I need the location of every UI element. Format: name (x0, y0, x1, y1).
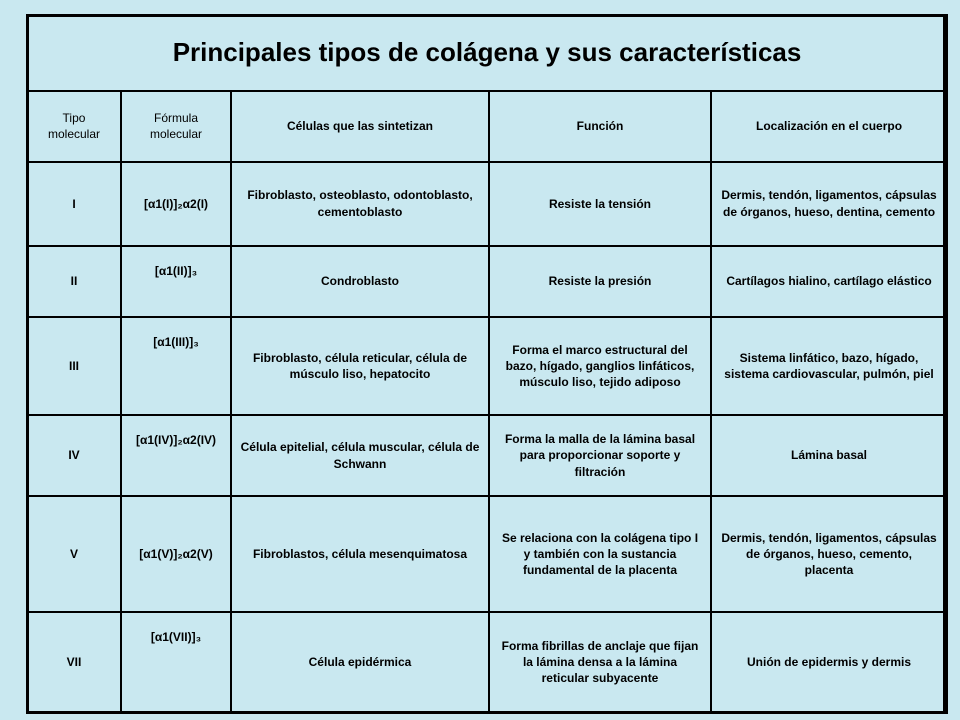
cell-funcion: Se relaciona con la colágena tipo I y también con la sustancia fundamental de la placenta (489, 496, 711, 611)
cell-tipo: V (27, 496, 121, 611)
cell-formula: [α1(I)]₂α2(I) (121, 162, 231, 246)
cell-formula: [α1(V)]₂α2(V) (121, 496, 231, 611)
header-localizacion: Localización en el cuerpo (711, 91, 947, 162)
cell-celulas: Célula epitelial, célula muscular, célula de Schwann (231, 415, 489, 497)
header-formula: Fórmula molecular (121, 91, 231, 162)
cell-localizacion: Cartílagos hialino, cartílago elástico (711, 246, 947, 318)
collagen-table (26, 14, 948, 714)
table-row (27, 246, 947, 318)
cell-celulas: Condroblasto (231, 246, 489, 318)
cell-localizacion: Unión de epidermis y dermis (711, 612, 947, 713)
cell-celulas: Fibroblasto, célula reticular, célula de músculo liso, hepatocito (231, 317, 489, 414)
cell-funcion: Forma la malla de la lámina basal para proporcionar soporte y filtración (489, 415, 711, 497)
cell-tipo: VII (27, 612, 121, 713)
cell-tipo: IV (27, 415, 121, 497)
cell-funcion: Forma fibrillas de anclaje que fijan la lámina densa a la lámina reticular subyacente (489, 612, 711, 713)
page-title: Principales tipos de colágena y sus características (27, 15, 947, 91)
cell-formula: [α1(III)]₃ (121, 317, 231, 414)
cell-localizacion: Dermis, tendón, ligamentos, cápsulas de órganos, hueso, cemento, placenta (711, 496, 947, 611)
cell-funcion: Resiste la tensión (489, 162, 711, 246)
cell-funcion: Forma el marco estructural del bazo, hígado, ganglios linfáticos, músculo liso, tejido adiposo (489, 317, 711, 414)
cell-celulas: Fibroblasto, osteoblasto, odontoblasto, cementoblasto (231, 162, 489, 246)
cell-formula: [α1(VII)]₃ (121, 612, 231, 713)
cell-tipo: III (27, 317, 121, 414)
table-row (27, 415, 947, 497)
cell-formula: [α1(IV)]₂α2(IV) (121, 415, 231, 497)
cell-tipo: II (27, 246, 121, 318)
table-row (27, 496, 947, 611)
cell-localizacion: Lámina basal (711, 415, 947, 497)
cell-localizacion: Sistema linfático, bazo, hígado, sistema cardiovascular, pulmón, piel (711, 317, 947, 414)
cell-tipo: I (27, 162, 121, 246)
cell-localizacion: Dermis, tendón, ligamentos, cápsulas de órganos, hueso, dentina, cemento (711, 162, 947, 246)
header-tipo: Tipo molecular (27, 91, 121, 162)
cell-formula: [α1(II)]₃ (121, 246, 231, 318)
cell-funcion: Resiste la presión (489, 246, 711, 318)
table-row (27, 612, 947, 713)
header-funcion: Función (489, 91, 711, 162)
cell-celulas: Fibroblastos, célula mesenquimatosa (231, 496, 489, 611)
header-celulas: Células que las sintetizan (231, 91, 489, 162)
cell-celulas: Célula epidérmica (231, 612, 489, 713)
table-row (27, 317, 947, 414)
table-row (27, 162, 947, 246)
